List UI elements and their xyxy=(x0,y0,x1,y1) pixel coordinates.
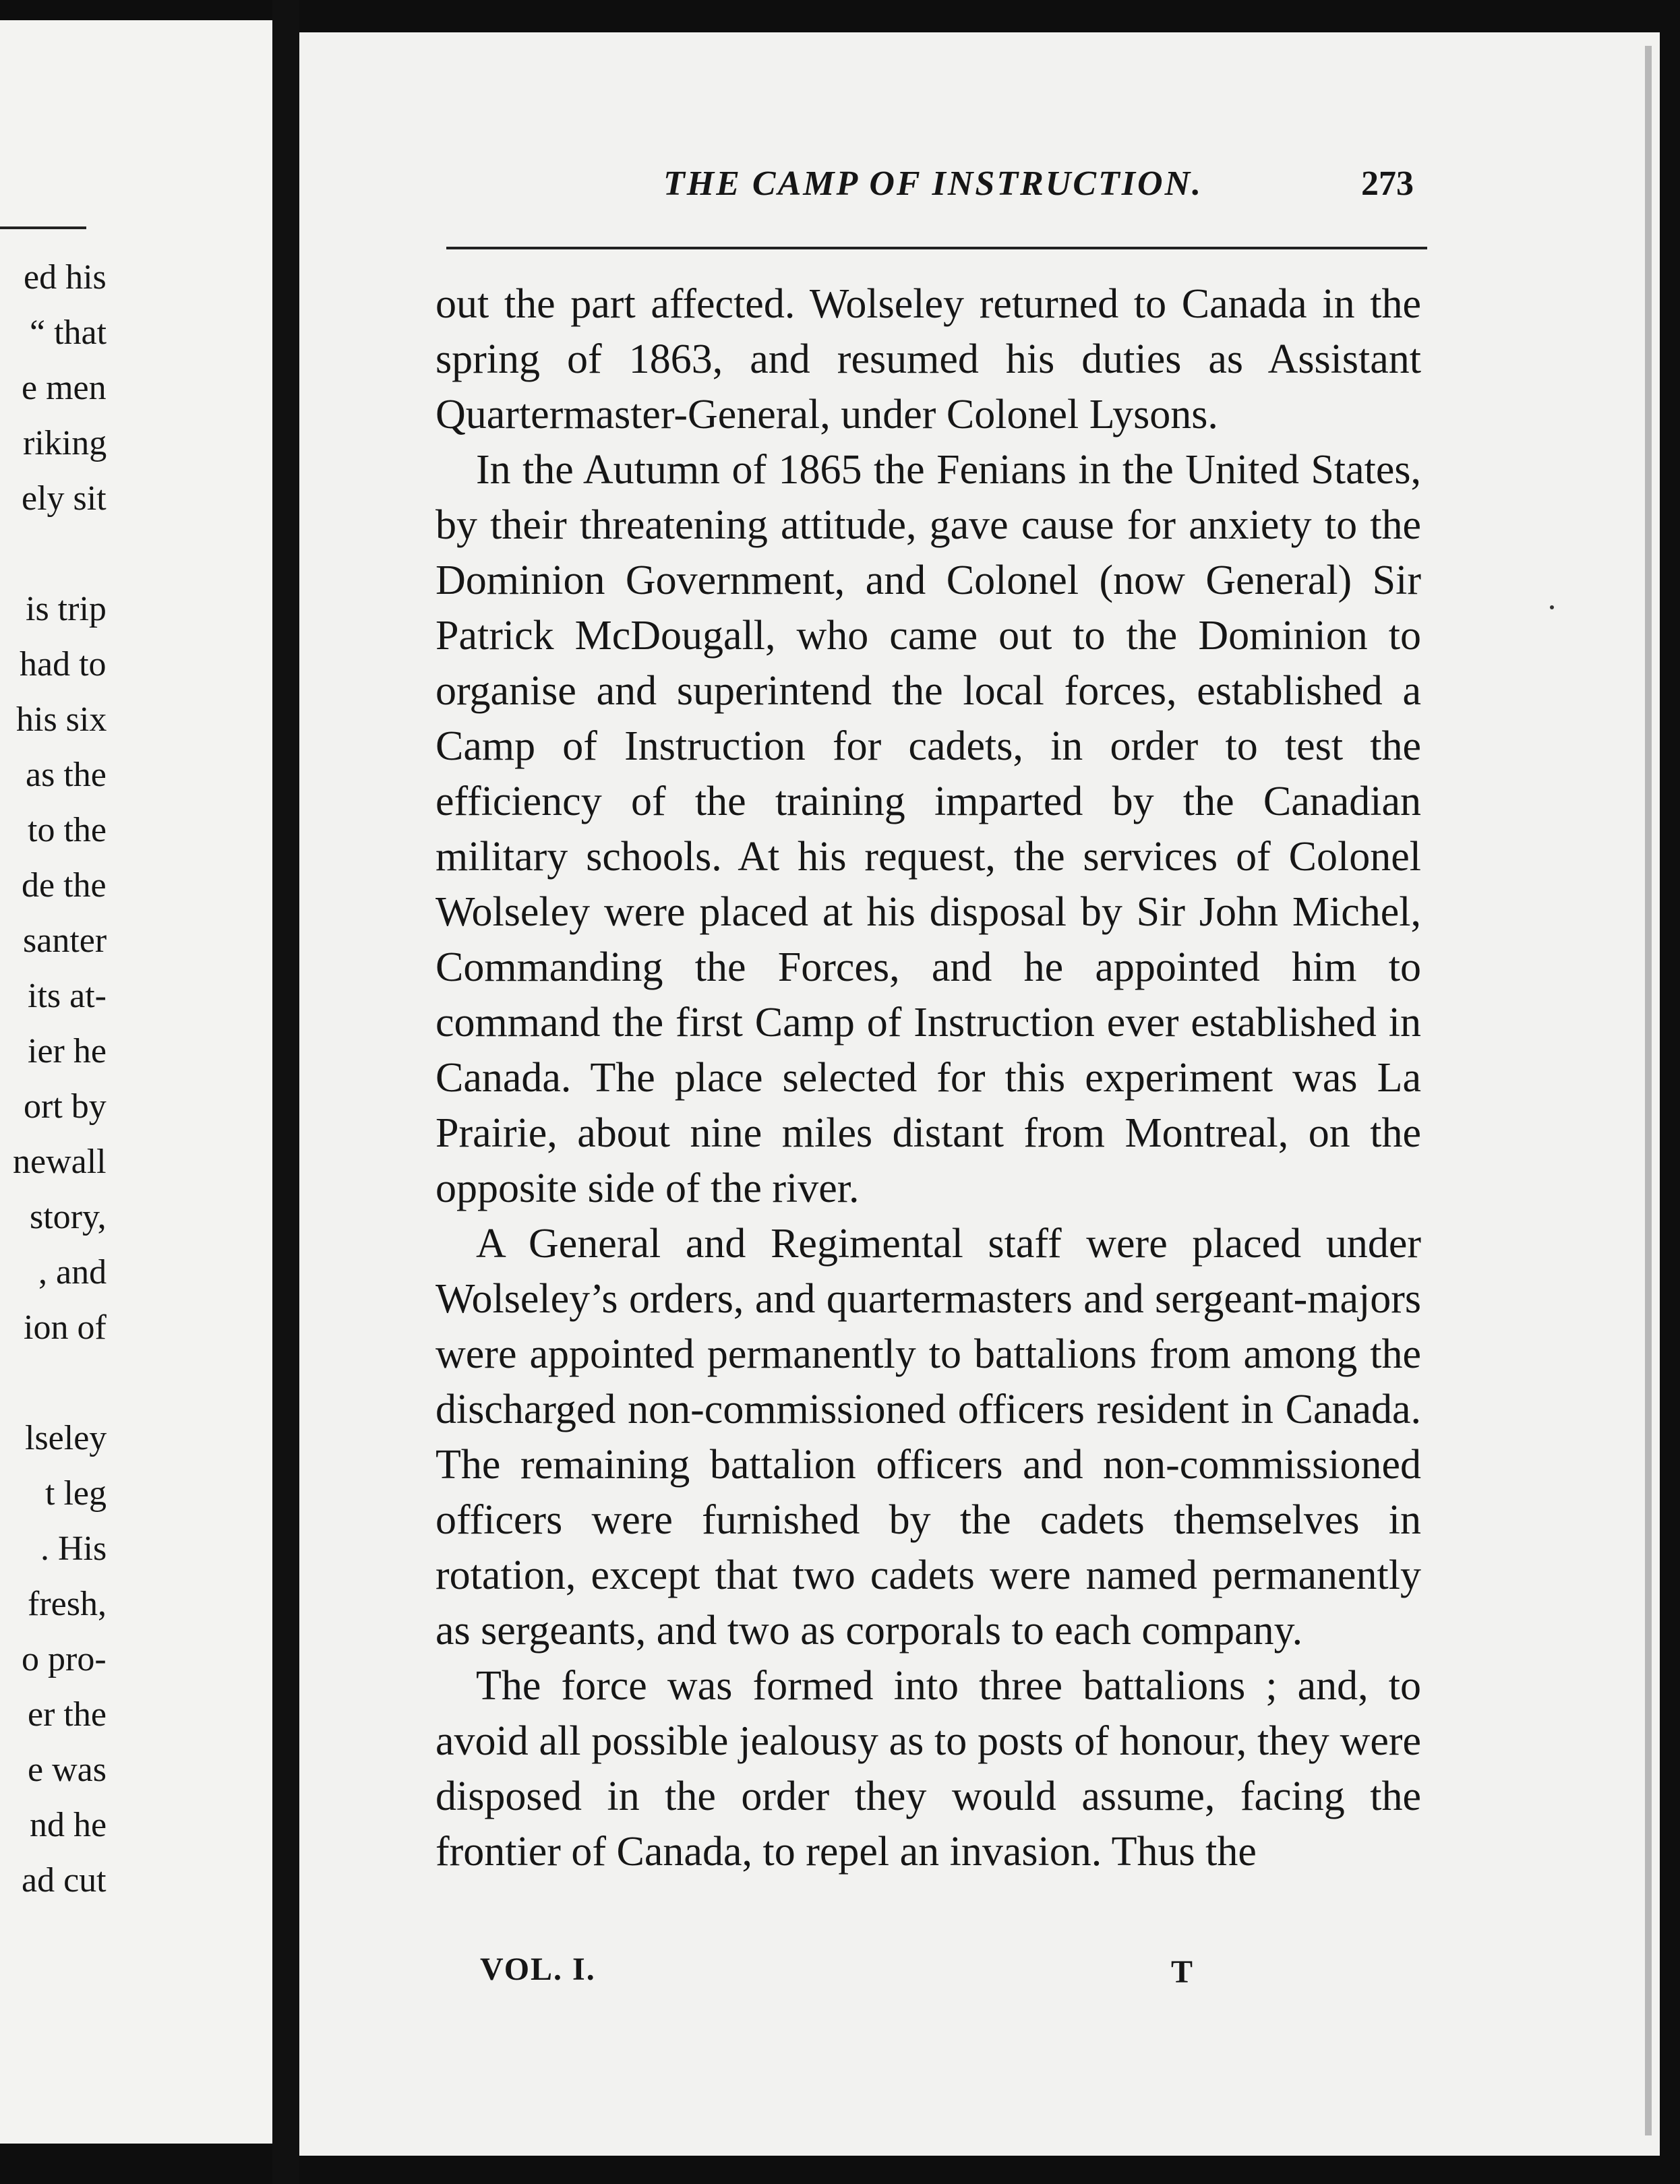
previous-page-rule xyxy=(0,226,86,229)
previous-page-line: ort by xyxy=(24,1087,107,1126)
previous-page-line: fresh, xyxy=(28,1585,107,1623)
paragraph: The force was formed into three battalions ; and, to avoid all possible jealousy as to posts of honour, they were disposed in the order they would assume, facing the frontier of Canada, to repel an invasion. Thus the xyxy=(436,1663,1421,1875)
previous-page-line: ad cut xyxy=(22,1861,107,1900)
paragraph: out the part affected. Wolseley returned to Canada in the spring of 1863, and resumed his duties as Assistant Quartermaster-General, under Colonel Lysons. xyxy=(436,281,1421,437)
previous-page-line: riking xyxy=(23,424,107,462)
body-text xyxy=(436,276,1421,1879)
previous-page-line: er the xyxy=(28,1695,107,1734)
previous-page-line: ion of xyxy=(24,1308,107,1347)
previous-page-line: . His xyxy=(40,1529,107,1568)
page-edge-shadow xyxy=(1645,46,1652,2135)
previous-page-line: e was xyxy=(28,1751,107,1789)
previous-page-line: e men xyxy=(22,369,107,407)
previous-page-line: santer xyxy=(23,921,107,960)
print-speck xyxy=(1550,605,1554,609)
previous-page-line: “ that xyxy=(30,313,107,352)
paragraph: In the Autumn of 1865 the Fenians in the United States, by their threatening attitude, gave cause for anxiety to the Dominion Government, and Colonel (now General) Sir Patrick McDougall, who came out to the Dominion to organise and superintend the local forces, established a Camp of Instruction for cadets, in order to test the efficiency of the training imparted by the Canadian military schools. At his request, the services of Colonel Wolseley were placed at his disposal by Sir John Michel, Commanding the Forces, and he appointed him to command the first Camp of Instruction ever established in Canada. The place selected for this experiment was La Prairie, about nine miles distant from Montreal, on the opposite side of the river. xyxy=(436,447,1421,1211)
previous-page-line: ely sit xyxy=(22,479,107,518)
page-number: 273 xyxy=(1361,164,1414,203)
volume-signature-mark: VOL. I. xyxy=(480,1951,596,1987)
previous-page-line: nd he xyxy=(30,1806,107,1844)
previous-page-line: his six xyxy=(16,700,107,739)
previous-page-line: o pro- xyxy=(22,1640,107,1678)
previous-page-line: , and xyxy=(38,1253,107,1292)
previous-page-line: story, xyxy=(30,1198,107,1236)
book-page xyxy=(299,32,1660,2156)
previous-page-line: is trip xyxy=(26,590,107,628)
previous-page-line: lseley xyxy=(25,1419,107,1457)
previous-page-line: as the xyxy=(26,756,107,794)
previous-page-line: t leg xyxy=(45,1474,107,1513)
previous-page-line: ed his xyxy=(24,258,107,297)
running-head: THE CAMP OF INSTRUCTION. xyxy=(663,164,1203,203)
previous-page-line: de the xyxy=(22,866,107,905)
previous-page-line: its at- xyxy=(28,977,107,1015)
previous-page-line: newall xyxy=(13,1143,107,1181)
previous-page-fragment xyxy=(0,20,272,2144)
book-gutter xyxy=(272,0,299,2184)
paragraph: A General and Regimental staff were placed under Wolseley’s orders, and quartermasters and sergeant-majors were appointed permanently to battalions from among the discharged non-commissioned officers resident in Canada. The remaining battalion officers and non-commissioned officers were furnished by the cadets themselves in rotation, except that two cadets were named permanently as sergeants, and two as corporals to each company. xyxy=(436,1221,1421,1654)
previous-page-line: ier he xyxy=(28,1032,107,1070)
previous-page-line: to the xyxy=(28,811,107,849)
gathering-signature-mark: T xyxy=(1171,1954,1193,1990)
previous-page-line: had to xyxy=(20,645,107,684)
header-rule xyxy=(446,247,1427,249)
